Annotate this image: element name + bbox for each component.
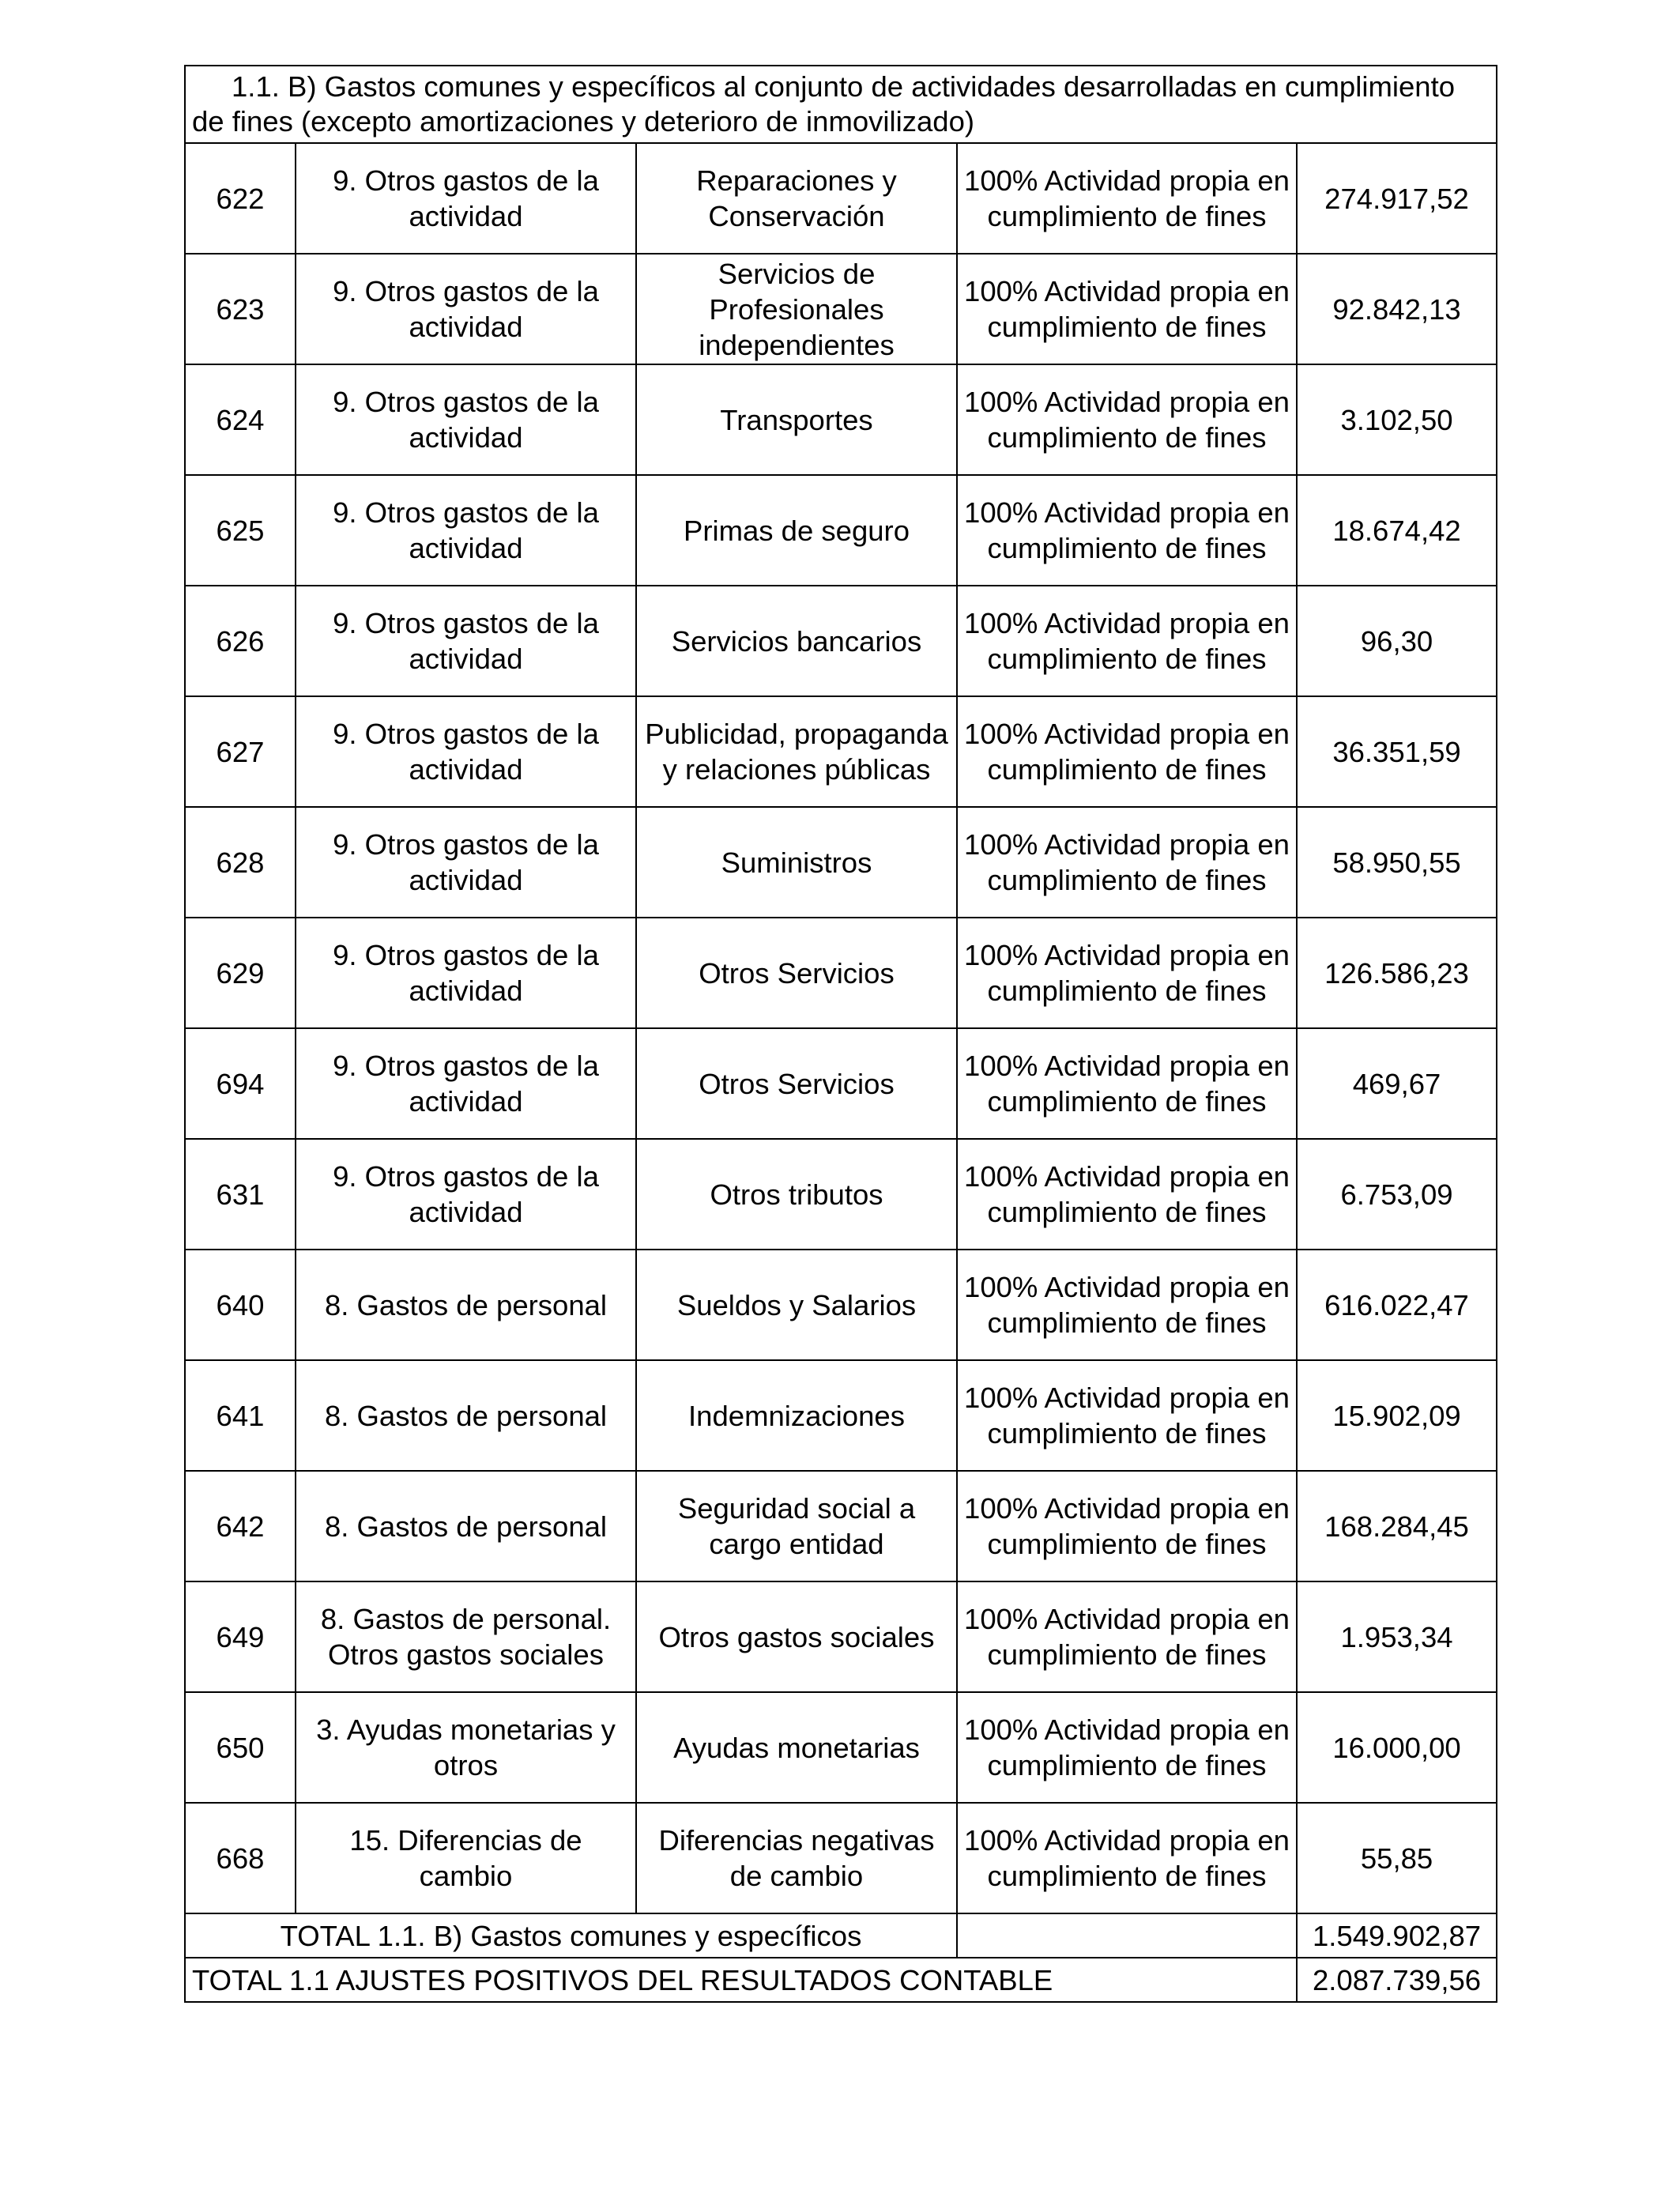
subtotal-amount: 1.549.902,87 xyxy=(1297,1913,1497,1958)
allocation-cell: 100% Actividad propia en cumplimiento de fines xyxy=(957,1803,1297,1913)
table-row xyxy=(185,364,1497,475)
category-cell: 3. Ayudas monetarias y otros xyxy=(296,1692,636,1803)
concept-cell: Indemnizaciones xyxy=(636,1360,957,1471)
table-row xyxy=(185,1028,1497,1139)
table-row xyxy=(185,807,1497,918)
concept-cell: Otros gastos sociales xyxy=(636,1581,957,1692)
amount-cell: 469,67 xyxy=(1297,1028,1497,1139)
total-row xyxy=(185,1958,1497,2002)
account-cell: 624 xyxy=(185,364,296,475)
section-title: 1.1. B) Gastos comunes y específicos al conjunto de actividades desarrolladas en cumplimiento de fines (excepto amortizaciones y deterioro de inmovilizado) xyxy=(192,70,1456,138)
amount-cell: 16.000,00 xyxy=(1297,1692,1497,1803)
subtotal-label: TOTAL 1.1. B) Gastos comunes y específicos xyxy=(185,1913,957,1958)
allocation-cell: 100% Actividad propia en cumplimiento de fines xyxy=(957,143,1297,254)
concept-cell: Primas de seguro xyxy=(636,475,957,586)
table-row xyxy=(185,1581,1497,1692)
account-cell: 650 xyxy=(185,1692,296,1803)
account-cell: 627 xyxy=(185,696,296,807)
concept-cell: Otros Servicios xyxy=(636,1028,957,1139)
account-cell: 629 xyxy=(185,918,296,1028)
amount-cell: 55,85 xyxy=(1297,1803,1497,1913)
allocation-cell: 100% Actividad propia en cumplimiento de fines xyxy=(957,1471,1297,1581)
table-row xyxy=(185,1803,1497,1913)
amount-cell: 6.753,09 xyxy=(1297,1139,1497,1250)
amount-cell: 92.842,13 xyxy=(1297,254,1497,364)
total-label: TOTAL 1.1 AJUSTES POSITIVOS DEL RESULTADOS CONTABLE xyxy=(185,1958,1297,2002)
account-cell: 649 xyxy=(185,1581,296,1692)
allocation-cell: 100% Actividad propia en cumplimiento de fines xyxy=(957,807,1297,918)
table-row xyxy=(185,1692,1497,1803)
amount-cell: 58.950,55 xyxy=(1297,807,1497,918)
concept-cell: Seguridad social a cargo entidad xyxy=(636,1471,957,1581)
account-cell: 626 xyxy=(185,586,296,696)
account-cell: 628 xyxy=(185,807,296,918)
allocation-cell: 100% Actividad propia en cumplimiento de fines xyxy=(957,475,1297,586)
concept-cell: Otros Servicios xyxy=(636,918,957,1028)
concept-cell: Suministros xyxy=(636,807,957,918)
amount-cell: 3.102,50 xyxy=(1297,364,1497,475)
account-cell: 631 xyxy=(185,1139,296,1250)
allocation-cell: 100% Actividad propia en cumplimiento de fines xyxy=(957,254,1297,364)
category-cell: 9. Otros gastos de la actividad xyxy=(296,1028,636,1139)
amount-cell: 15.902,09 xyxy=(1297,1360,1497,1471)
table-row xyxy=(185,143,1497,254)
amount-cell: 96,30 xyxy=(1297,586,1497,696)
account-cell: 622 xyxy=(185,143,296,254)
allocation-cell: 100% Actividad propia en cumplimiento de fines xyxy=(957,1581,1297,1692)
concept-cell: Reparaciones y Conservación xyxy=(636,143,957,254)
allocation-cell: 100% Actividad propia en cumplimiento de fines xyxy=(957,1250,1297,1360)
section-header-row xyxy=(185,66,1497,143)
expenses-table xyxy=(184,65,1497,2003)
allocation-cell: 100% Actividad propia en cumplimiento de fines xyxy=(957,364,1297,475)
concept-cell: Servicios bancarios xyxy=(636,586,957,696)
amount-cell: 126.586,23 xyxy=(1297,918,1497,1028)
account-cell: 625 xyxy=(185,475,296,586)
table-row xyxy=(185,696,1497,807)
subtotal-row xyxy=(185,1913,1497,1958)
account-cell: 694 xyxy=(185,1028,296,1139)
table-row xyxy=(185,1139,1497,1250)
concept-cell: Sueldos y Salarios xyxy=(636,1250,957,1360)
category-cell: 9. Otros gastos de la actividad xyxy=(296,1139,636,1250)
category-cell: 9. Otros gastos de la actividad xyxy=(296,475,636,586)
section-title-cell xyxy=(185,66,1497,143)
category-cell: 9. Otros gastos de la actividad xyxy=(296,696,636,807)
account-cell: 623 xyxy=(185,254,296,364)
allocation-cell: 100% Actividad propia en cumplimiento de fines xyxy=(957,1139,1297,1250)
category-cell: 9. Otros gastos de la actividad xyxy=(296,143,636,254)
subtotal-empty-cell xyxy=(957,1913,1297,1958)
amount-cell: 18.674,42 xyxy=(1297,475,1497,586)
concept-cell: Publicidad, propaganda y relaciones públicas xyxy=(636,696,957,807)
table-row xyxy=(185,1250,1497,1360)
table-row xyxy=(185,1471,1497,1581)
account-cell: 641 xyxy=(185,1360,296,1471)
amount-cell: 168.284,45 xyxy=(1297,1471,1497,1581)
concept-cell: Ayudas monetarias xyxy=(636,1692,957,1803)
amount-cell: 616.022,47 xyxy=(1297,1250,1497,1360)
amount-cell: 274.917,52 xyxy=(1297,143,1497,254)
table-row xyxy=(185,586,1497,696)
category-cell: 9. Otros gastos de la actividad xyxy=(296,254,636,364)
allocation-cell: 100% Actividad propia en cumplimiento de fines xyxy=(957,1028,1297,1139)
table-row xyxy=(185,254,1497,364)
allocation-cell: 100% Actividad propia en cumplimiento de fines xyxy=(957,918,1297,1028)
table-row xyxy=(185,918,1497,1028)
allocation-cell: 100% Actividad propia en cumplimiento de fines xyxy=(957,696,1297,807)
allocation-cell: 100% Actividad propia en cumplimiento de fines xyxy=(957,1360,1297,1471)
category-cell: 9. Otros gastos de la actividad xyxy=(296,364,636,475)
account-cell: 668 xyxy=(185,1803,296,1913)
concept-cell: Servicios de Profesionales independientes xyxy=(636,254,957,364)
category-cell: 8. Gastos de personal xyxy=(296,1471,636,1581)
category-cell: 9. Otros gastos de la actividad xyxy=(296,807,636,918)
category-cell: 8. Gastos de personal xyxy=(296,1360,636,1471)
category-cell: 8. Gastos de personal. Otros gastos sociales xyxy=(296,1581,636,1692)
amount-cell: 36.351,59 xyxy=(1297,696,1497,807)
concept-cell: Transportes xyxy=(636,364,957,475)
table-row xyxy=(185,475,1497,586)
category-cell: 8. Gastos de personal xyxy=(296,1250,636,1360)
category-cell: 15. Diferencias de cambio xyxy=(296,1803,636,1913)
concept-cell: Otros tributos xyxy=(636,1139,957,1250)
amount-cell: 1.953,34 xyxy=(1297,1581,1497,1692)
category-cell: 9. Otros gastos de la actividad xyxy=(296,586,636,696)
account-cell: 640 xyxy=(185,1250,296,1360)
concept-cell: Diferencias negativas de cambio xyxy=(636,1803,957,1913)
allocation-cell: 100% Actividad propia en cumplimiento de fines xyxy=(957,1692,1297,1803)
account-cell: 642 xyxy=(185,1471,296,1581)
total-amount: 2.087.739,56 xyxy=(1297,1958,1497,2002)
table-row xyxy=(185,1360,1497,1471)
allocation-cell: 100% Actividad propia en cumplimiento de fines xyxy=(957,586,1297,696)
category-cell: 9. Otros gastos de la actividad xyxy=(296,918,636,1028)
